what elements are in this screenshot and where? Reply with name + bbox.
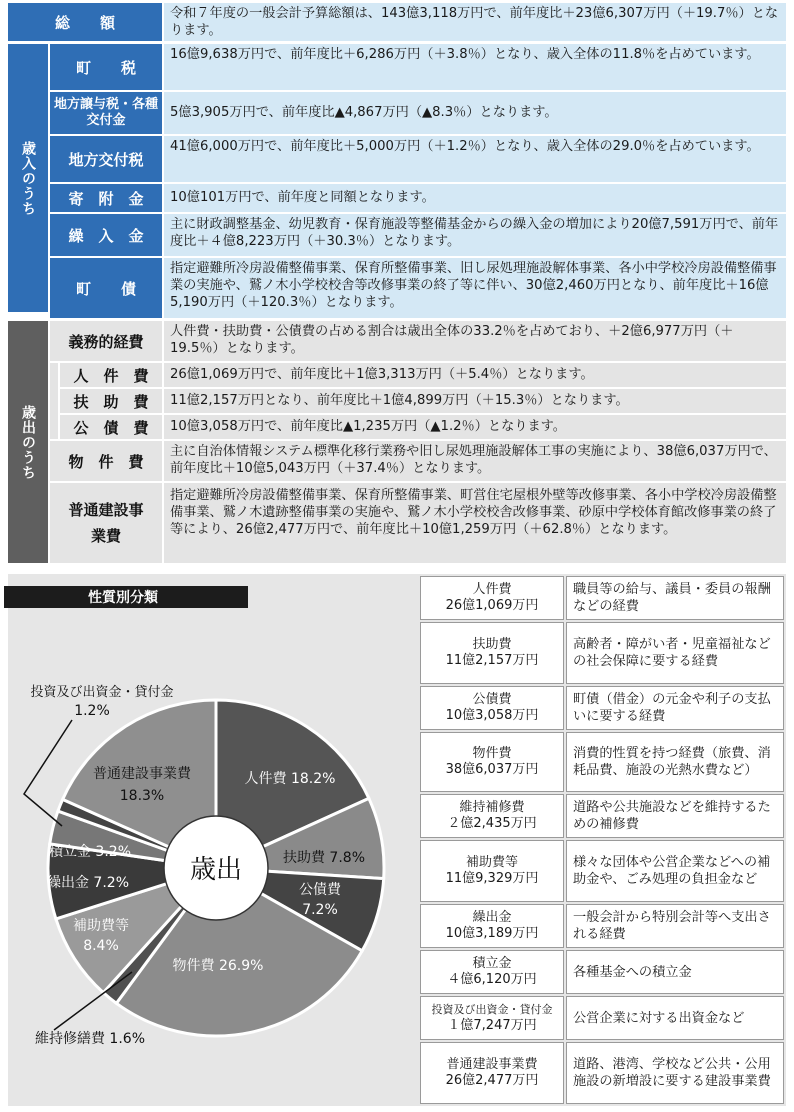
table-row (420, 840, 784, 902)
category-name: 人件費 (472, 582, 512, 597)
label-personnel: 人件費 18.2% (244, 771, 336, 787)
table-row (420, 576, 784, 620)
category-amount: 11億9,329万円 (445, 871, 539, 886)
category-amount: １億7,247万円 (447, 1018, 537, 1033)
revenue-label-transfers: 繰 入 金 (50, 214, 162, 256)
category-amount: 10億3,189万円 (445, 926, 539, 941)
category-desc: 高齢者・障がい者・児童福祉などの社会保障に要する経費 (566, 622, 784, 684)
table-row (420, 996, 784, 1040)
revenue-label-local-allocation-tax: 地方交付税 (50, 136, 162, 182)
expense-label-debt-service: 公 債 費 (60, 415, 162, 439)
revenue-text-town-bonds: 指定避難所冷房設備整備事業、保育所整備事業、旧し尿処理施設解体事業、各小中学校冷房設備整備事業の実施や、鷲ノ木小学校校舎等改修事業の終了等に伴い、30億2,460万円となり、前年度比＋16億5,190万円（＋120.3％）となります。 (164, 258, 786, 318)
category-name-cell (420, 794, 564, 838)
expense-pie-chart (8, 612, 418, 1106)
category-desc: 各種基金への積立金 (566, 950, 784, 994)
label-transfers-out: 繰出金 7.2% (46, 875, 130, 891)
revenue-group-label: 歳入のうち (8, 44, 48, 312)
revenue-text-donations: 10億101万円で、前年度と同額となります。 (164, 184, 786, 212)
label-construction-value: 18.3% (119, 788, 165, 804)
category-desc: 消費的性質を持つ経費（旅費、消耗品費、施設の光熱水費など） (566, 732, 784, 792)
category-name-cell (420, 576, 564, 620)
category-name-cell (420, 904, 564, 948)
category-amount: 11億2,157万円 (445, 653, 539, 668)
label-investment-name: 投資及び出資金・貸付金 (30, 685, 174, 700)
table-row (420, 686, 784, 730)
category-amount: 26億2,477万円 (445, 1073, 539, 1088)
label-debt-service-name: 公債費 (299, 882, 341, 898)
table-row (420, 794, 784, 838)
table-row (420, 950, 784, 994)
label-investment-value: 1.2% (74, 703, 110, 719)
category-name: 補助費等 (465, 855, 518, 870)
category-desc: 一般会計から特別会計等へ支出される経費 (566, 904, 784, 948)
label-supplies: 物件費 26.9% (172, 958, 264, 974)
category-name: 繰出金 (472, 910, 512, 925)
category-amount: 38億6,037万円 (445, 762, 539, 777)
category-name-cell (420, 622, 564, 684)
category-name: 扶助費 (472, 637, 512, 652)
category-name-cell (420, 950, 564, 994)
expense-text-debt-service: 10億3,058万円で、前年度比▲1,235万円（▲1.2％）となります。 (164, 415, 786, 439)
category-amount: ４億6,120万円 (447, 972, 537, 987)
expense-label-construction: 普通建設事業費 (50, 483, 162, 563)
total-label: 総 額 (8, 3, 162, 41)
expense-group-label: 歳出のうち (8, 321, 48, 563)
category-desc: 町債（借金）の元金や利子の支払いに要する経費 (566, 686, 784, 730)
table-row (420, 904, 784, 948)
category-amount: 10億3,058万円 (445, 708, 539, 723)
label-subsidies-name: 補助費等 (73, 918, 129, 934)
table-row (420, 732, 784, 792)
expense-text-supplies: 主に自治体情報システム標準化移行業務や旧し尿処理施設解体工事の実施により、38億6,037万円で、前年度比＋10億5,043万円（＋37.4％）となります。 (164, 441, 786, 481)
expense-text-personnel: 26億1,069万円で、前年度比＋1億3,313万円（＋5.4％）となります。 (164, 363, 786, 387)
category-amount: ２億2,435万円 (447, 816, 537, 831)
category-name-cell (420, 840, 564, 902)
category-name: 投資及び出資金・貸付金 (431, 1003, 553, 1016)
category-desc: 公営企業に対する出資金など (566, 996, 784, 1040)
category-desc: 道路や公共施設などを維持するための補修費 (566, 794, 784, 838)
revenue-label-town-tax: 町 税 (50, 44, 162, 90)
revenue-text-transfer-tax: 5億3,905万円で、前年度比▲4,867万円（▲8.3％）となります。 (164, 92, 786, 134)
category-name: 公債費 (472, 692, 512, 707)
expense-sub-indent (50, 363, 58, 439)
category-name-cell (420, 1042, 564, 1104)
revenue-text-town-tax: 16億9,638万円で、前年度比＋6,286万円（＋3.8％）となり、歳入全体の11.8％を占めています。 (164, 44, 786, 90)
label-reserve: 積立金 3.2% (48, 844, 132, 860)
table-row (420, 622, 784, 684)
category-name-cell (420, 732, 564, 792)
category-name-cell (420, 686, 564, 730)
revenue-label-town-bonds: 町 債 (50, 258, 162, 318)
label-subsidies-value: 8.4% (83, 938, 119, 954)
category-amount: 26億1,069万円 (445, 598, 539, 613)
label-debt-service-value: 7.2% (302, 902, 338, 918)
label-social-assistance: 扶助費 7.8% (282, 850, 366, 866)
expense-text-construction: 指定避難所冷房設備整備事業、保育所整備事業、町営住宅屋根外壁等改修事業、各小中学校冷房設備整備事業、鷲ノ木遺跡整備事業の実施や、鷲ノ木小学校校舎改修事業、砂原中学校体育館改修事業の終了等により、26億2,477万円で、前年度比＋10億1,259万円（＋62.8％）となります。 (164, 483, 786, 563)
revenue-text-local-allocation-tax: 41億6,000万円で、前年度比＋5,000万円（＋1.2％）となり、歳入全体の29.0％を占めています。 (164, 136, 786, 182)
category-desc: 様々な団体や公営企業などへの補助金や、ごみ処理の負担金など (566, 840, 784, 902)
category-name-cell (420, 996, 564, 1040)
category-desc: 職員等の給与、議員・委員の報酬などの経費 (566, 576, 784, 620)
table-row (420, 1042, 784, 1104)
revenue-label-transfer-tax: 地方譲与税・各種交付金 (50, 92, 162, 134)
section-title: 性質別分類 (4, 586, 248, 608)
total-text: 令和７年度の一般会計予算総額は、143億3,118万円で、前年度比＋23億6,307万円（＋19.7％）となります。 (164, 3, 786, 41)
label-construction-name: 普通建設事業費 (93, 766, 191, 782)
expense-label-personnel: 人 件 費 (60, 363, 162, 387)
expense-text-mandatory: 人件費・扶助費・公債費の占める割合は歳出全体の33.2％を占めており、＋2億6,977万円（＋19.5％）となります。 (164, 321, 786, 361)
category-name: 物件費 (472, 746, 512, 761)
category-desc: 道路、港湾、学校など公共・公用施設の新増設に要する建設事業費 (566, 1042, 784, 1104)
expense-text-social-assistance: 11億2,157万円となり、前年度比＋1億4,899万円（＋15.3％）となります。 (164, 389, 786, 413)
category-name: 維持補修費 (459, 800, 525, 815)
category-name: 積立金 (472, 956, 512, 971)
label-maintenance: 維持修繕費 1.6% (34, 1031, 146, 1047)
category-name: 普通建設事業費 (446, 1057, 538, 1072)
pie-center-label: 歳出 (189, 855, 243, 885)
expense-label-mandatory: 義務的経費 (50, 321, 162, 361)
expense-label-supplies: 物 件 費 (50, 441, 162, 481)
revenue-text-transfers: 主に財政調整基金、幼児教育・保育施設等整備基金からの繰入金の増加により20億7,591万円で、前年度比＋４億8,223万円（＋30.3％）となります。 (164, 214, 786, 256)
revenue-label-donations: 寄 附 金 (50, 184, 162, 212)
expense-label-social-assistance: 扶 助 費 (60, 389, 162, 413)
